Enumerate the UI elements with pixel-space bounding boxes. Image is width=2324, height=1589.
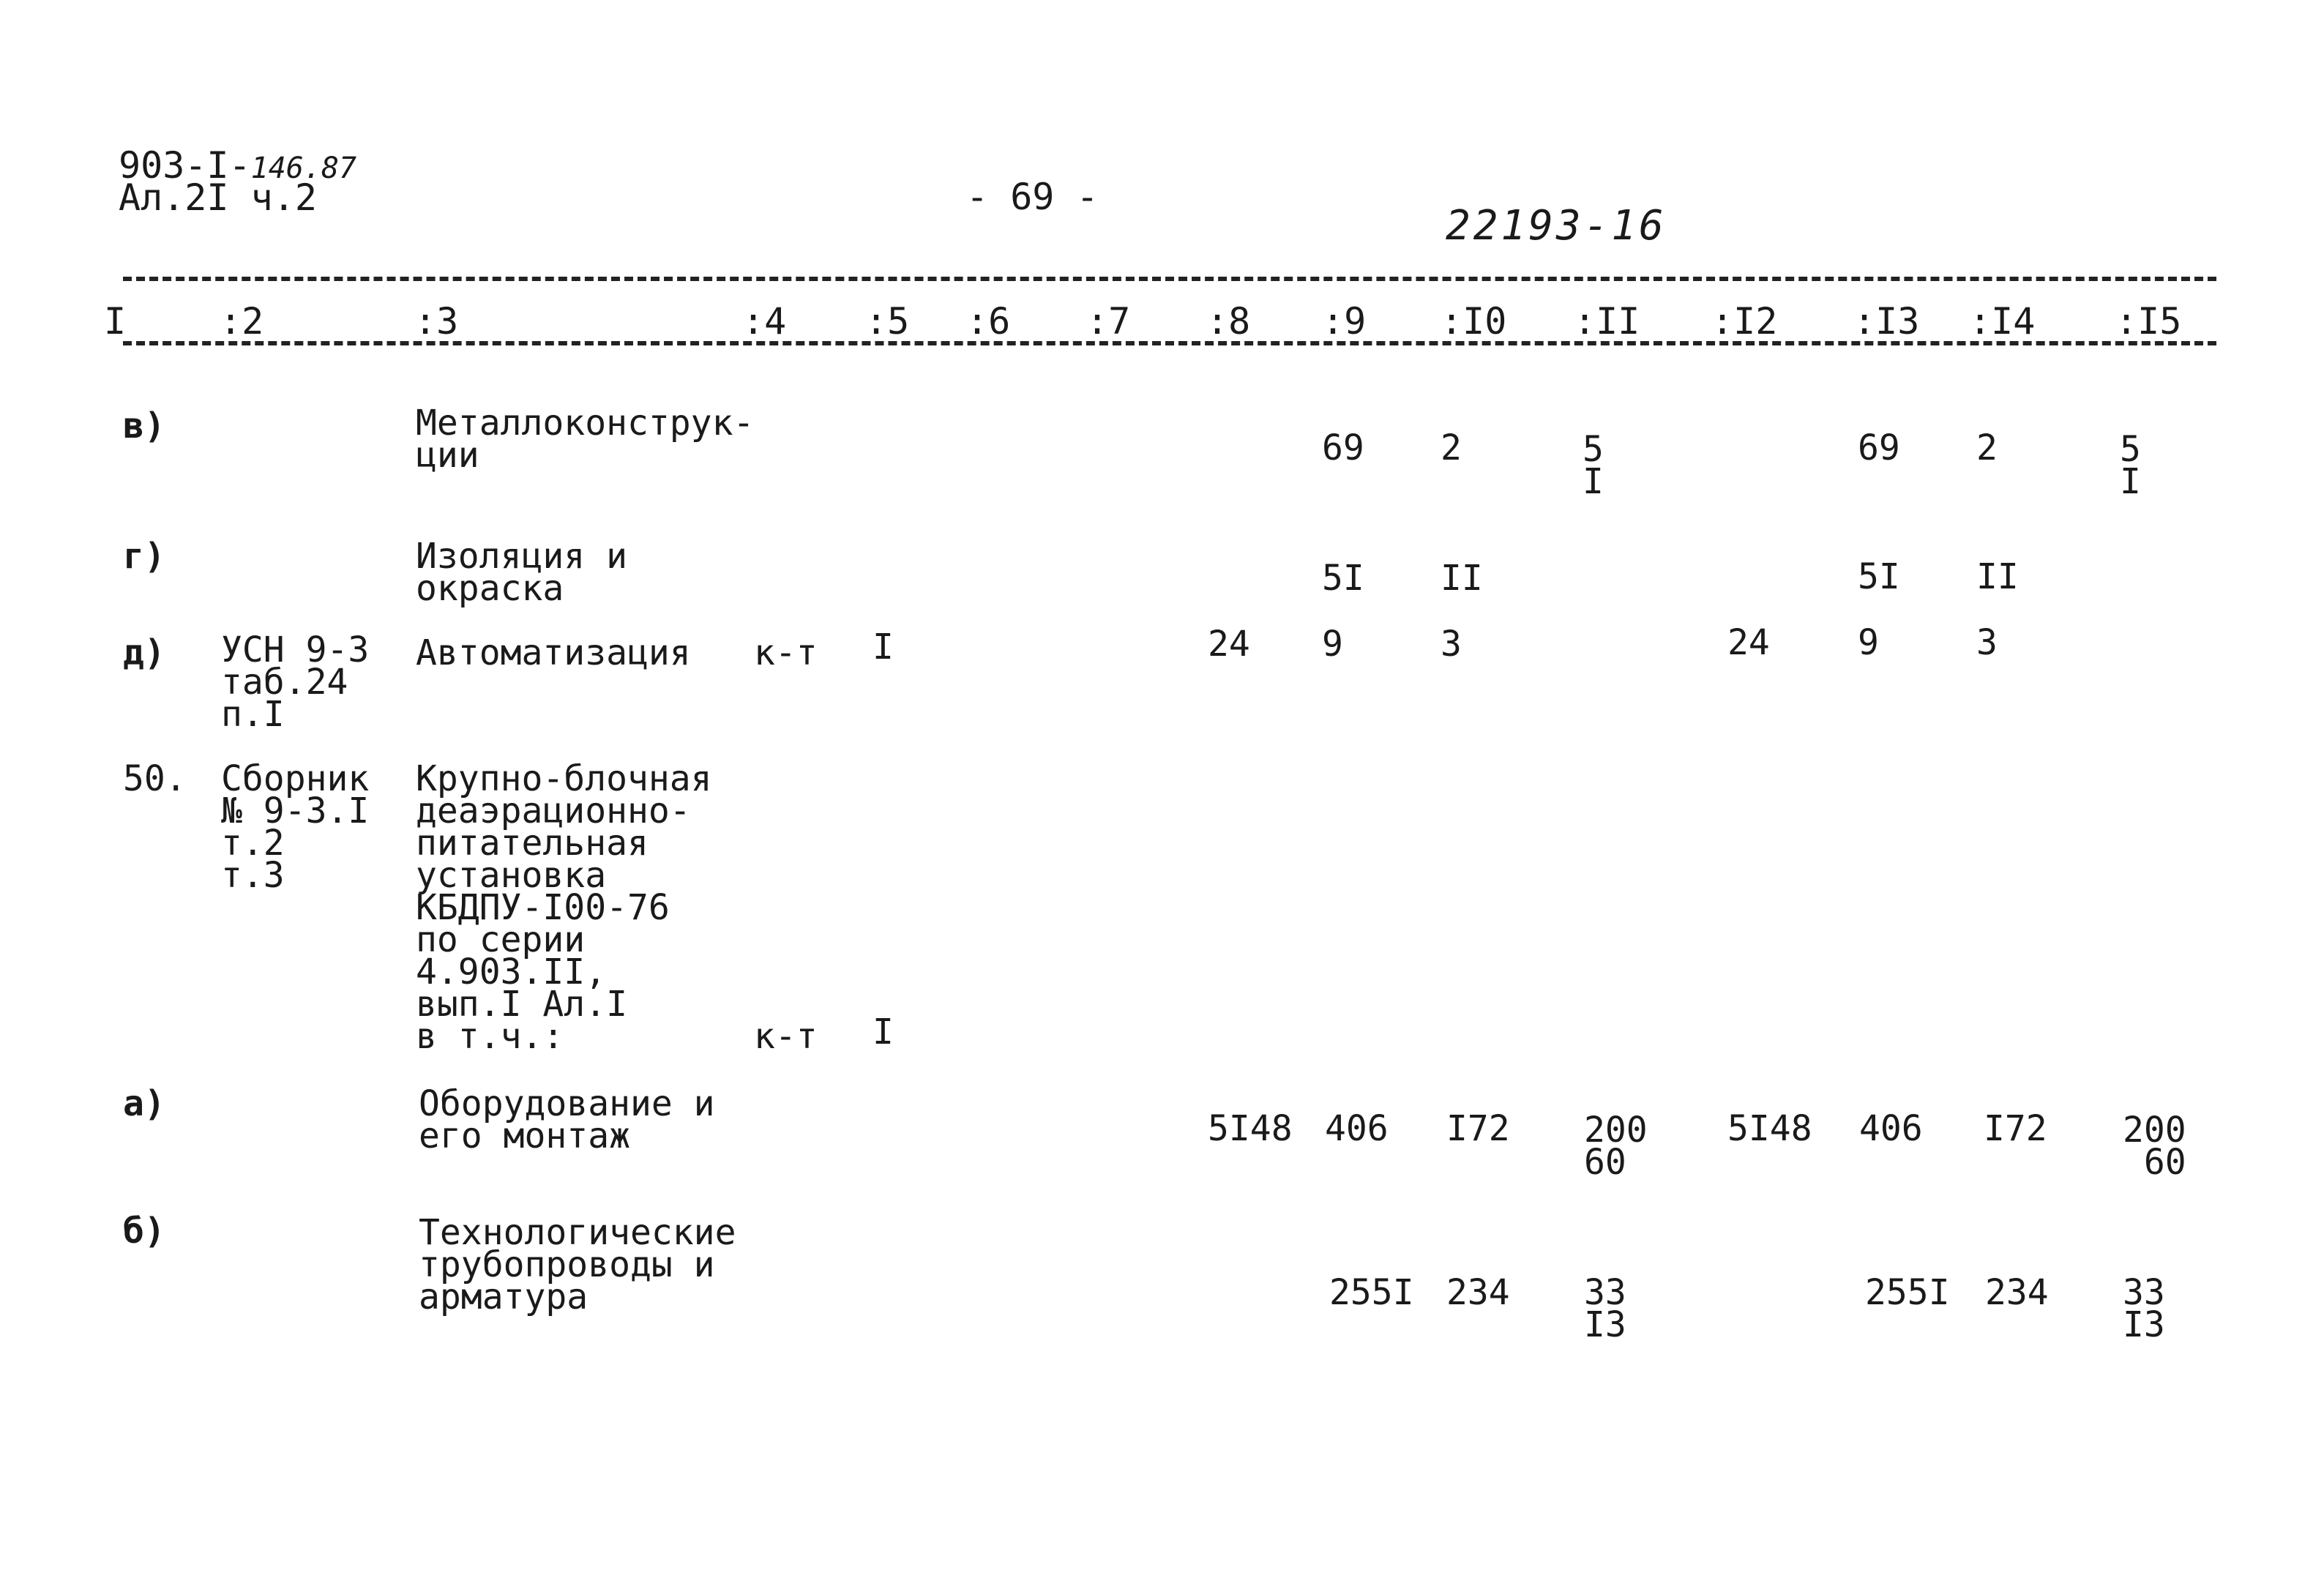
cell-col13: 406 xyxy=(1859,1108,1923,1149)
col-num-2: :2 xyxy=(220,300,264,343)
col-num-11: :II xyxy=(1574,300,1640,343)
item-reference: Сборник № 9-3.I т.2 т.3 xyxy=(221,758,370,896)
item-reference: УСН 9-3 таб.24 п.I xyxy=(221,629,370,735)
cell-col13: 69 xyxy=(1858,427,1900,468)
cell-col13: 5I xyxy=(1858,556,1900,597)
cell-unit: к-т xyxy=(754,1016,818,1057)
cell-col15: 5 I xyxy=(2120,429,2141,502)
col-num-7: :7 xyxy=(1086,300,1131,343)
cell-col14: I72 xyxy=(1984,1108,2047,1149)
item-name: Технологические трубопроводы и арматура xyxy=(419,1212,736,1317)
cell-quantity: I xyxy=(873,627,894,668)
cell-col11: 33 I3 xyxy=(1584,1272,1626,1345)
cell-col14: 234 xyxy=(1985,1272,2049,1313)
col-num-8: :8 xyxy=(1206,300,1251,343)
cell-col10: 234 xyxy=(1446,1272,1510,1313)
item-name: Крупно-блочная деаэрационно- питательная установка КБДПУ-I00-76 по серии 4.903.II, вып.I Ал.I в т.ч.: xyxy=(416,758,712,1057)
cell-col10: 3 xyxy=(1441,624,1462,665)
cell-col8: 24 xyxy=(1208,624,1250,665)
col-num-9: :9 xyxy=(1322,300,1367,343)
col-num-15: :I5 xyxy=(2115,300,2182,343)
document-number: 22193-16 xyxy=(1446,202,1667,250)
col-num-6: :6 xyxy=(966,300,1011,343)
series-prefix: 903-I- xyxy=(119,144,251,187)
col-num-1: I xyxy=(104,300,127,343)
item-name: Автоматизация xyxy=(416,632,691,673)
cell-col9: 5I xyxy=(1322,558,1364,599)
col-num-10: :I0 xyxy=(1441,300,1507,343)
page-number: - 69 - xyxy=(966,176,1099,218)
series-handwritten: 146.87 xyxy=(250,152,357,185)
cell-col8: 5I48 xyxy=(1208,1108,1293,1149)
cell-col10: II xyxy=(1441,558,1483,599)
top-rule xyxy=(123,277,2216,281)
cell-unit: к-т xyxy=(754,632,818,673)
cell-col9: 406 xyxy=(1325,1108,1389,1149)
cell-col12: 24 xyxy=(1727,622,1770,663)
item-name: Металлоконструк- ции xyxy=(416,403,755,476)
cell-col9: 69 xyxy=(1322,427,1364,468)
item-label: б) xyxy=(123,1211,165,1252)
album-part: Ал.2I ч.2 xyxy=(119,176,317,219)
cell-col10: 2 xyxy=(1441,427,1462,468)
item-label: г) xyxy=(123,536,165,577)
item-label: в) xyxy=(123,405,165,446)
cell-col15: 33 I3 xyxy=(2123,1272,2165,1345)
cell-col14: 2 xyxy=(1976,427,1998,468)
item-number: 50. xyxy=(123,758,187,799)
col-num-4: :4 xyxy=(742,300,787,343)
col-num-5: :5 xyxy=(865,300,910,343)
cell-col10: I72 xyxy=(1446,1108,1510,1149)
cell-col13: 255I xyxy=(1865,1272,1950,1313)
item-name: Изоляция и окраска xyxy=(416,536,627,609)
col-num-12: :I2 xyxy=(1711,300,1778,343)
cell-col15: 200 60 xyxy=(2123,1110,2186,1183)
col-num-14: :I4 xyxy=(1969,300,2036,343)
cell-col9: 9 xyxy=(1322,624,1343,665)
cell-col14: 3 xyxy=(1976,622,1998,663)
cell-col11: 200 60 xyxy=(1584,1110,1648,1183)
item-label: д) xyxy=(123,632,165,673)
cell-quantity: I xyxy=(873,1012,894,1053)
cell-col14: II xyxy=(1976,556,2019,597)
col-num-3: :3 xyxy=(414,300,459,343)
item-name: Оборудование и его монтаж xyxy=(419,1083,715,1156)
cell-col9: 255I xyxy=(1329,1272,1414,1313)
cell-col12: 5I48 xyxy=(1727,1108,1812,1149)
cell-col13: 9 xyxy=(1858,622,1879,663)
col-num-13: :I3 xyxy=(1853,300,1920,343)
cell-col11: 5 I xyxy=(1583,429,1604,502)
item-label: а) xyxy=(123,1083,165,1124)
